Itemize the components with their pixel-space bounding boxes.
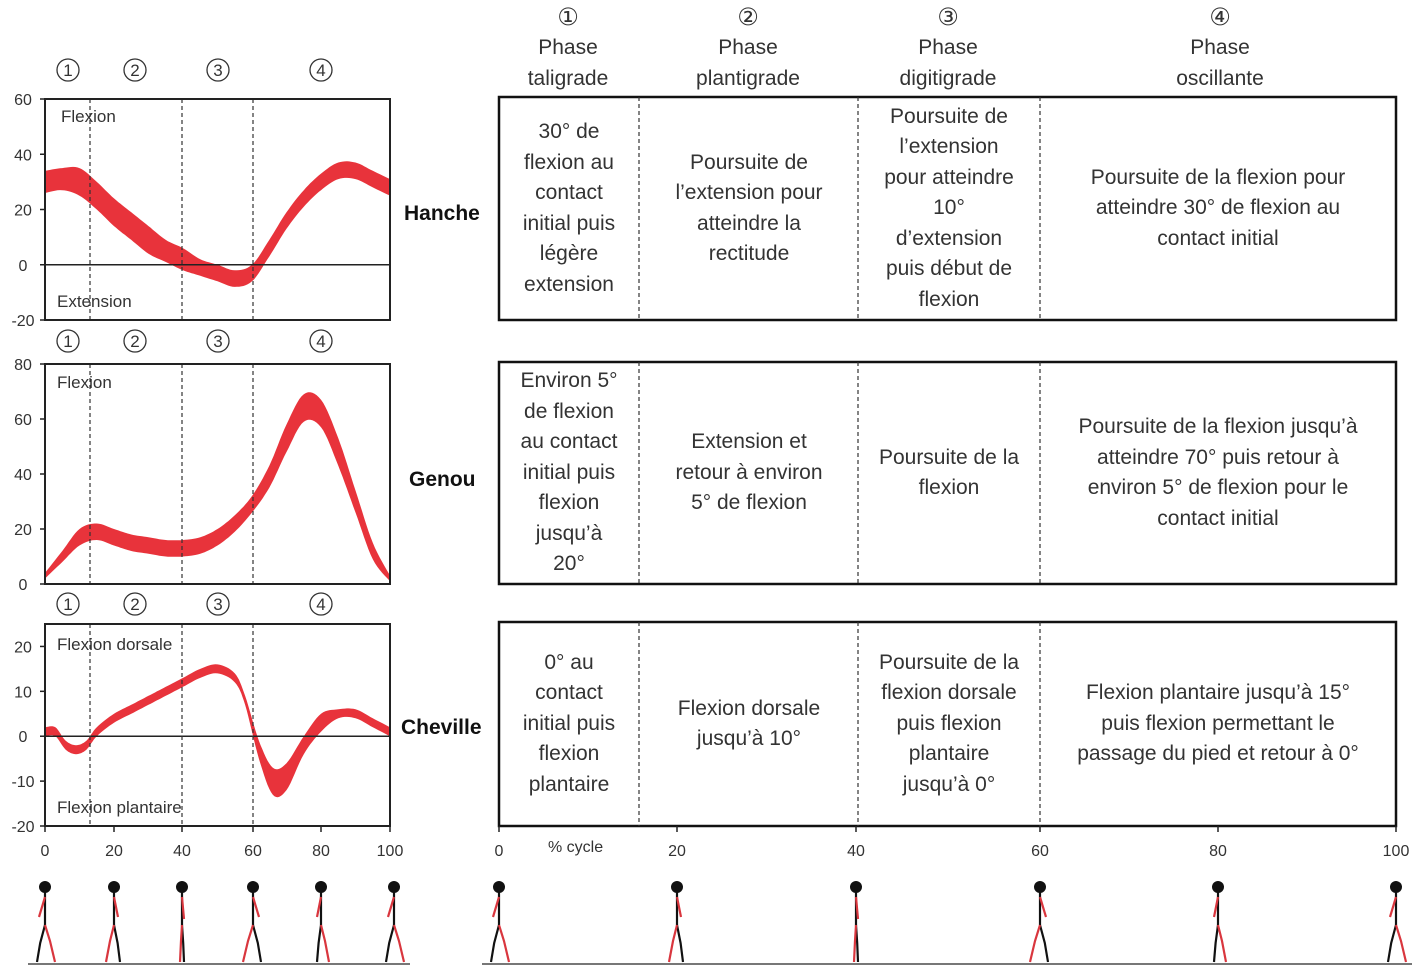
joint-label-genou: Genou (409, 468, 476, 491)
right-x-axis (495, 826, 1410, 860)
figure-leg-red (243, 925, 253, 962)
y-tick-label: 40 (14, 467, 32, 484)
phase-marker-number: 3 (213, 61, 223, 80)
x-tick-label: 80 (312, 843, 330, 860)
walking-figure (386, 881, 404, 962)
x-tick-label: 60 (1031, 843, 1049, 860)
y-tick-label: 60 (14, 92, 32, 109)
cell-genou-plantigrade: Extension et retour à environ 5° de flexion (675, 430, 823, 515)
x-tick-label: 100 (1382, 843, 1410, 860)
joint-label-cheville: Cheville (401, 716, 482, 739)
figure-leg-black (1214, 925, 1218, 962)
x-tick-label: 0 (494, 843, 504, 860)
figure-leg-red (45, 925, 55, 962)
phase-header-line1: Phase (918, 36, 978, 59)
chart-hanche (11, 59, 390, 330)
left-x-axis (41, 826, 404, 860)
y-tick-label: -20 (11, 819, 35, 836)
region-label-bottom: Flexion plantaire (57, 798, 182, 817)
phase-header-taligrade (508, 4, 628, 94)
phase-marker-number: 4 (316, 595, 326, 614)
phase-header-line2: plantigrade (696, 67, 800, 90)
phase-header-oscillante (1120, 4, 1320, 94)
walking-figure (315, 881, 329, 962)
phase-marker-number: 3 (213, 595, 223, 614)
angle-band-genou (45, 392, 390, 581)
phase-number-4: ④ (1209, 4, 1231, 31)
phase-header-line2: digitigrade (899, 67, 997, 90)
x-tick-label: 0 (40, 843, 50, 860)
angle-band-cheville (45, 664, 390, 797)
y-tick-label: 10 (14, 684, 32, 702)
cell-cheville-plantigrade: Flexion dorsale jusqu’à 10° (677, 696, 821, 750)
phase-header-plantigrade (660, 4, 836, 94)
figure-leg-red (854, 925, 856, 962)
y-tick-label: -20 (11, 313, 35, 330)
chart-genou (14, 330, 390, 594)
phase-marker-number: 2 (130, 61, 140, 80)
cycle-axis-label: % cycle (548, 839, 604, 856)
phase-header-line2: taligrade (527, 67, 609, 90)
cell-cheville-oscillante: Flexion plantaire jusqu’à 15° puis flexion permettant le passage du pied et retour à 0° (1077, 681, 1359, 766)
walking-figure (1212, 881, 1226, 962)
phase-marker-number: 4 (316, 332, 326, 351)
chart-cheville (11, 593, 390, 836)
phase-header-line1: Phase (1190, 36, 1250, 59)
x-tick-label: 80 (1209, 843, 1227, 860)
y-tick-label: 20 (14, 522, 32, 539)
y-tick-label: 0 (18, 257, 28, 275)
phase-marker-number: 4 (316, 61, 326, 80)
figure-leg-black (1040, 925, 1048, 962)
region-label-top: Flexion (61, 107, 116, 126)
y-tick-label: 60 (14, 412, 32, 429)
y-tick-label: 20 (14, 202, 32, 220)
y-tick-label: 0 (18, 577, 28, 594)
y-tick-label: 40 (14, 147, 32, 165)
y-tick-label: 80 (14, 357, 32, 374)
cell-genou-oscillante: Poursuite de la flexion jusqu’à atteindre 70° puis retour à environ 5° de flexion pour le contact initial (1078, 415, 1358, 530)
figure-leg-red (1030, 925, 1040, 962)
phase-number-3: ③ (937, 4, 959, 31)
phase-marker-number: 1 (63, 595, 73, 614)
cell-hanche-plantigrade: Poursuite de l’extension pour atteindre la rectitude (675, 150, 823, 265)
walking-figure (491, 881, 509, 962)
cell-cheville-digitigrade: Poursuite de la flexion dorsale puis flexion plantaire jusqu’à 0° (878, 650, 1020, 796)
y-tick-label: 20 (14, 639, 32, 657)
x-tick-label: 40 (847, 843, 865, 860)
figure-leg-black (677, 925, 683, 962)
region-label-bottom: Extension (57, 292, 132, 311)
cell-hanche-taligrade: 30° de flexion au contact initial puis légère extension (522, 120, 616, 296)
region-label-top: Flexion (57, 373, 112, 392)
walking-figure (850, 881, 862, 962)
figure-leg-black (253, 925, 261, 962)
figure-leg-red (106, 925, 114, 962)
cell-hanche-digitigrade: Poursuite de l’extension pour atteindre 10° d’extension puis début de flexion (884, 104, 1014, 311)
cell-cheville-taligrade: 0° au contact initial puis flexion plantaire (522, 650, 616, 796)
walking-figure (243, 881, 261, 962)
phase-header-line2: oscillante (1176, 67, 1264, 90)
cell-genou-digitigrade: Poursuite de la flexion (878, 445, 1020, 499)
phase-marker-number: 3 (213, 332, 223, 351)
x-tick-label: 100 (376, 843, 404, 860)
phase-number-1: ① (557, 4, 579, 31)
figure-leg-black (1388, 925, 1396, 962)
walking-figure (176, 881, 188, 962)
phase-marker-number: 2 (130, 332, 140, 351)
walking-figure (106, 881, 120, 962)
figure-leg-red (394, 925, 404, 962)
figure-leg-red (1396, 925, 1406, 962)
x-tick-label: 60 (244, 843, 262, 860)
figure-leg-red (669, 925, 677, 962)
figure-leg-black (491, 925, 499, 962)
y-tick-label: -10 (11, 774, 35, 792)
walking-figure (1388, 881, 1406, 962)
y-tick-label: 0 (18, 729, 28, 747)
walking-figure (669, 881, 683, 962)
x-tick-label: 20 (105, 843, 123, 860)
phase-marker-number: 1 (63, 332, 73, 351)
joint-angle-charts (11, 59, 403, 860)
figure-leg-black (37, 925, 45, 962)
joint-label-hanche: Hanche (404, 202, 480, 225)
figure-leg-red (180, 925, 182, 962)
figure-leg-red (1218, 925, 1226, 962)
phase-header-line1: Phase (718, 36, 778, 59)
figure-leg-red (499, 925, 509, 962)
chart-frame (45, 364, 390, 584)
x-tick-label: 20 (668, 843, 686, 860)
cell-genou-taligrade: Environ 5° de flexion au contact initial puis flexion jusqu’à 20° (520, 369, 618, 576)
chart-frame (45, 99, 390, 320)
phase-marker-number: 2 (130, 595, 140, 614)
x-tick-label: 40 (173, 843, 191, 860)
angle-band-hanche (45, 161, 390, 287)
chart-frame (45, 624, 390, 826)
phase-header-line1: Phase (538, 36, 598, 59)
figure-leg-black (386, 925, 394, 962)
phase-header-digitigrade (868, 4, 1028, 94)
figure-leg-black (114, 925, 120, 962)
phase-marker-number: 1 (63, 61, 73, 80)
walking-figure (1030, 881, 1048, 962)
region-label-top: Flexion dorsale (57, 635, 173, 654)
phase-number-2: ② (737, 4, 759, 31)
walking-figures (28, 881, 1412, 964)
cell-hanche-oscillante: Poursuite de la flexion pour atteindre 30° de flexion au contact initial (1090, 165, 1346, 250)
walking-figure (37, 881, 55, 962)
figure-leg-red (321, 925, 329, 962)
figure-leg-black (317, 925, 321, 962)
